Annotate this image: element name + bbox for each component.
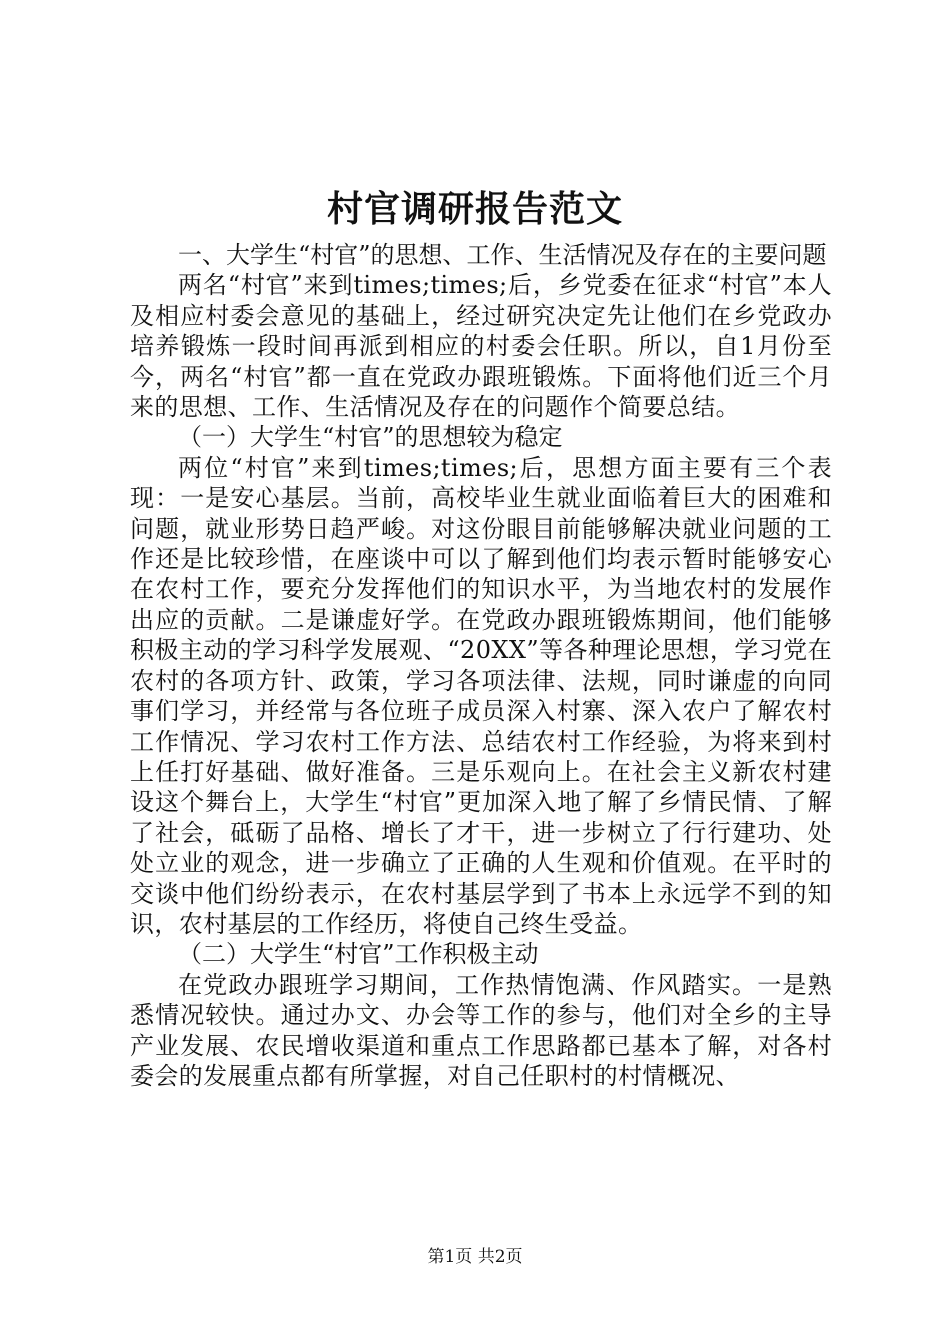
document-body xyxy=(130,240,832,1091)
body-paragraph: 两名“村官”来到times;times;后，乡党委在征求“村官”本人及相应村委会意见的基础上，经过研究决定先让他们在乡党政办培养锻炼一段时间再派到相应的村委会任职。所以，自1月份至今，两名“村官”都一直在党政办跟班锻炼。下面将他们近三个月来的思想、工作、生活情况及存在的问题作个简要总结。 xyxy=(130,271,832,422)
body-paragraph: 在党政办跟班学习期间，工作热情饱满、作风踏实。一是熟悉情况较快。通过办文、办会等工作的参与，他们对全乡的主导产业发展、农民增收渠道和重点工作思路都已基本了解，对各村委会的发展重点都有所掌握，对自己任职村的村情概况、 xyxy=(130,970,832,1090)
subsection-heading: （二）大学生“村官”工作积极主动 xyxy=(178,940,539,969)
section-heading: 一、大学生“村官”的思想、工作、生活情况及存在的主要问题 xyxy=(178,241,827,269)
body-paragraph: 两位“村官”来到times;times;后，思想方面主要有三个表现：一是安心基层。当前，高校毕业生就业面临着巨大的困难和问题，就业形势日趋严峻。对这份眼目前能够解决就业问题的工作还是比较珍惜，在座谈中可以了解到他们均表示暂时能够安心在农村工作，要充分发挥他们的知识水平，为当地农村的发展作出应的贡献。二是谦虚好学。在党政办跟班锻炼期间，他们能够积极主动的学习科学发展观、“20XX”等各种理论思想，学习党在农村的各项方针、政策，学习各项法律、法规，同时谦虚的向同事们学习，并经常与各位班子成员深入村寨、深入农户了解农村工作情况、学习农村工作方法、总结农村工作经验，为将来到村上任打好基础、做好准备。三是乐观向上。在社会主义新农村建设这个舞台上，大学生“村官”更加深入地了解了乡情民情、了解了社会，砥砺了品格、增长了才干，进一步树立了行行建功、处处立业的观念，进一步确立了正确的人生观和价值观。在平时的交谈中他们纷纷表示，在农村基层学到了书本上永远学不到的知识，农村基层的工作经历，将使自己终生受益。 xyxy=(130,453,832,938)
page-footer: 第1页 共2页 xyxy=(427,1247,523,1267)
subsection-heading: （一）大学生“村官”的思想较为稳定 xyxy=(178,423,563,452)
document-title: 村官调研报告范文 xyxy=(326,188,623,230)
